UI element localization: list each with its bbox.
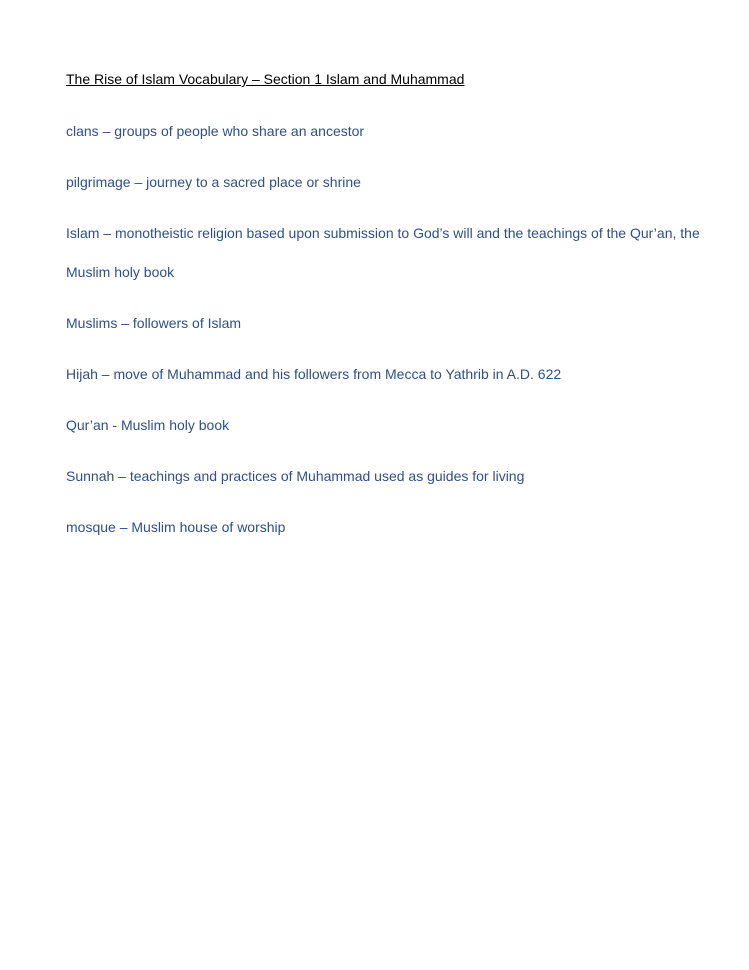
vocab-entry-muslims: Muslims – followers of Islam	[66, 315, 242, 331]
document-title: The Rise of Islam Vocabulary – Section 1 Islam and Muhammad	[66, 71, 465, 87]
vocab-entry-pilgrimage: pilgrimage – journey to a sacred place or shrine	[66, 174, 361, 190]
vocab-entry-mosque: mosque – Muslim house of worship	[66, 519, 286, 535]
vocab-entry-quran: Qur’an - Muslim holy book	[66, 417, 230, 433]
vocab-entry-islam: Islam – monotheistic religion based upon submission to God’s will and the teachings of the Qur’an, the Muslim holy book	[66, 225, 700, 280]
vocab-entry-sunnah: Sunnah – teachings and practices of Muhammad used as guides for living	[66, 468, 525, 484]
vocabulary-list	[66, 112, 706, 547]
vocab-entry-clans: clans – groups of people who share an ancestor	[66, 123, 365, 139]
document-page	[66, 70, 706, 559]
vocab-entry-hijah: Hijah – move of Muhammad and his followers from Mecca to Yathrib in A.D. 622	[66, 366, 562, 382]
